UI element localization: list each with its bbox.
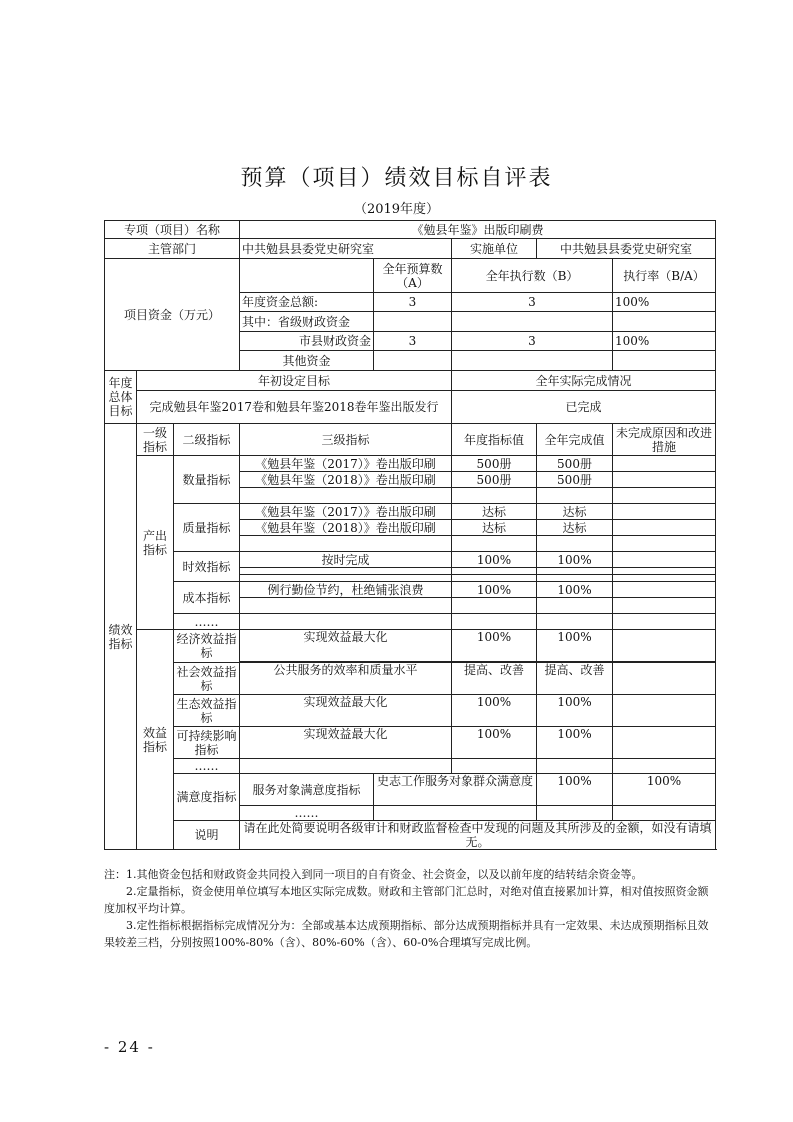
goal-set-header: 年初设定目标: [137, 371, 452, 391]
indicator-done: 500册: [537, 472, 613, 488]
indicator-target: 100%: [452, 552, 537, 568]
funds-row-a: [374, 312, 452, 332]
indicator-target: 提高、改善: [452, 663, 537, 695]
indicator-name: 实现效益最大化: [240, 630, 452, 662]
benefit-indicator-label: 效益指标: [137, 630, 174, 850]
indicator-done: 100%: [537, 582, 613, 598]
funds-row-a: 3: [374, 332, 452, 351]
funds-row-b: 3: [452, 293, 613, 312]
eco-indicator-label: 生态效益指标: [174, 695, 240, 727]
table-row: [105, 630, 716, 662]
satisfaction-indicator-label: 满意度指标: [174, 774, 240, 821]
col-done: 全年完成值: [537, 424, 613, 456]
funds-row-rate: 100%: [613, 332, 716, 351]
perf-label: 绩效指标: [105, 424, 137, 850]
indicator-done: 100%: [613, 774, 716, 806]
project-name-value: 《勉县年鉴》出版印刷费: [240, 221, 716, 239]
indicator-name: 《勉县年鉴（2017）》卷出版印刷: [240, 504, 452, 520]
col-level2: 二级指标: [174, 424, 240, 456]
indicator-done: 达标: [537, 520, 613, 536]
indicator-reason: [613, 582, 716, 598]
ellipsis: ……: [240, 806, 374, 821]
funds-row-rate: 100%: [613, 293, 716, 312]
sustain-indicator-label: 可持续影响指标: [174, 727, 240, 759]
goal-set-value: 完成勉县年鉴2017卷和勉县年鉴2018卷年鉴出版发行: [137, 391, 452, 424]
indicator-target: 100%: [452, 695, 537, 727]
funds-row-rate: [613, 351, 716, 371]
unit-value: 中共勉县县委党史研究室: [537, 239, 716, 259]
funds-row-name: 其中：省级财政资金: [240, 312, 374, 332]
footnote-1: 注：1.其他资金包括和财政资金共同投入到同一项目的自有资金、社会资金，以及以前年度的结转结余资金等。: [104, 868, 643, 881]
sat-sub-label: 服务对象满意度指标: [240, 774, 374, 806]
social-indicator-label: 社会效益指标: [174, 663, 240, 695]
indicator-target: 100%: [452, 727, 537, 759]
funds-row-a: 3: [374, 293, 452, 312]
quantity-indicator-label: 数量指标: [174, 456, 240, 504]
indicator-done: 达标: [537, 504, 613, 520]
indicator-target: 500册: [452, 472, 537, 488]
table-row: [105, 663, 716, 695]
indicator-name: 公共服务的效率和质量水平: [240, 663, 452, 695]
remark-row: [105, 821, 716, 850]
goal-header-row: [105, 371, 716, 391]
col-level3: 三级指标: [240, 424, 452, 456]
indicator-target: 100%: [537, 774, 613, 806]
indicator-target: 100%: [452, 630, 537, 662]
funds-row-name: 年度资金总额:: [240, 293, 374, 312]
indicator-target: 500册: [452, 456, 537, 472]
remark-label: 说明: [174, 821, 240, 850]
indicator-name: 《勉县年鉴（2018）》卷出版印刷: [240, 520, 452, 536]
dept-value: 中共勉县县委党史研究室: [240, 239, 452, 259]
table-row: [105, 582, 716, 598]
perf-header-row: [105, 424, 716, 456]
cost-indicator-label: 成本指标: [174, 582, 240, 614]
indicator-done: 100%: [537, 552, 613, 568]
table-row: [105, 504, 716, 520]
indicator-target: 达标: [452, 504, 537, 520]
department-row: [105, 239, 716, 259]
page-number: - 24 -: [104, 1038, 155, 1056]
col-rate: 执行率（B/A）: [613, 259, 716, 293]
ellipsis: ……: [174, 614, 240, 630]
table-row: [105, 456, 716, 472]
indicator-name: 按时完成: [240, 552, 452, 568]
indicator-reason: [613, 663, 716, 695]
indicator-target: 达标: [452, 520, 537, 536]
funds-row-b: [452, 312, 613, 332]
indicator-done: 100%: [537, 727, 613, 759]
table-row: [105, 759, 716, 774]
funds-row-b: 3: [452, 332, 613, 351]
funds-blank: [240, 259, 374, 293]
timeliness-indicator-label: 时效指标: [174, 552, 240, 582]
funds-row-b: [452, 351, 613, 371]
table-row: [105, 695, 716, 727]
indicator-reason: [613, 630, 716, 662]
econ-indicator-label: 经济效益指标: [174, 630, 240, 663]
indicator-reason: [613, 727, 716, 759]
col-level1: 一级指标: [137, 424, 174, 456]
quality-indicator-label: 质量指标: [174, 504, 240, 552]
indicator-done: 100%: [537, 630, 613, 662]
output-indicator-label: 产出指标: [137, 456, 174, 630]
indicator-name: 《勉县年鉴（2017）》卷出版印刷: [240, 456, 452, 472]
indicator-name: 《勉县年鉴（2018）》卷出版印刷: [240, 472, 452, 488]
fiscal-year: （2019年度）: [353, 202, 440, 217]
indicator-reason: [613, 552, 716, 568]
goal-label: 年度总体目标: [105, 371, 137, 424]
dept-label: 主管部门: [105, 239, 240, 259]
indicator-name: 史志工作服务对象群众满意度: [374, 774, 537, 806]
indicator-name: 实现效益最大化: [240, 695, 452, 727]
col-executed: 全年执行数（B）: [452, 259, 613, 293]
funds-label: 项目资金（万元）: [105, 259, 240, 371]
col-reason: 未完成原因和改进措施: [613, 424, 716, 456]
funds-row-a: [374, 351, 452, 371]
col-budget: 全年预算数（A）: [374, 259, 452, 293]
funds-row-rate: [613, 312, 716, 332]
indicator-done: 100%: [537, 695, 613, 727]
indicator-reason: [613, 456, 716, 472]
indicator-reason: [613, 472, 716, 488]
col-target: 年度指标值: [452, 424, 537, 456]
indicator-done: 提高、改善: [537, 663, 613, 695]
indicator-reason: [613, 695, 716, 727]
funds-row-name: 其他资金: [240, 351, 374, 371]
footnote-2: 2.定量指标，资金使用单位填写本地区实际完成数。财政和主管部门汇总时，对绝对值直接累加计算，相对值按照资金额度加权平均计算。: [104, 885, 709, 915]
indicator-name: 例行勤俭节约，杜绝铺张浪费: [240, 582, 452, 598]
indicator-target: 100%: [452, 582, 537, 598]
footnote-3: 3.定性指标根据指标完成情况分为：全部或基本达成预期指标、部分达成预期指标并具有一定效果、未达成预期指标且效果较差三档，分别按照100%-80%（含）、80%-60%（含）、60-0%合理填写完成比例。: [104, 919, 709, 949]
project-name-row: [105, 221, 716, 239]
unit-label: 实施单位: [452, 239, 537, 259]
table-row: [105, 552, 716, 568]
ellipsis: ……: [174, 759, 240, 774]
remark-value: 请在此处简要说明各级审计和财政监督检查中发现的问题及其所涉及的金额，如没有请填无。: [240, 821, 716, 850]
self-evaluation-table: [104, 220, 716, 850]
indicator-done: 500册: [537, 456, 613, 472]
table-row: [105, 614, 716, 630]
project-name-label: 专项（项目）名称: [105, 221, 240, 239]
indicator-reason: [613, 520, 716, 536]
footnotes: [104, 866, 714, 951]
goal-value-row: [105, 391, 716, 424]
table-row: [105, 727, 716, 759]
funds-header-row: [105, 259, 716, 293]
goal-actual-header: 全年实际完成情况: [452, 371, 716, 391]
table-row: [105, 774, 716, 806]
indicator-name: 实现效益最大化: [240, 727, 452, 759]
goal-actual-value: 已完成: [452, 391, 716, 424]
page-title: 预算（项目）绩效目标自评表: [240, 166, 553, 191]
indicator-reason: [613, 504, 716, 520]
funds-row-name: 市县财政资金: [240, 332, 374, 351]
